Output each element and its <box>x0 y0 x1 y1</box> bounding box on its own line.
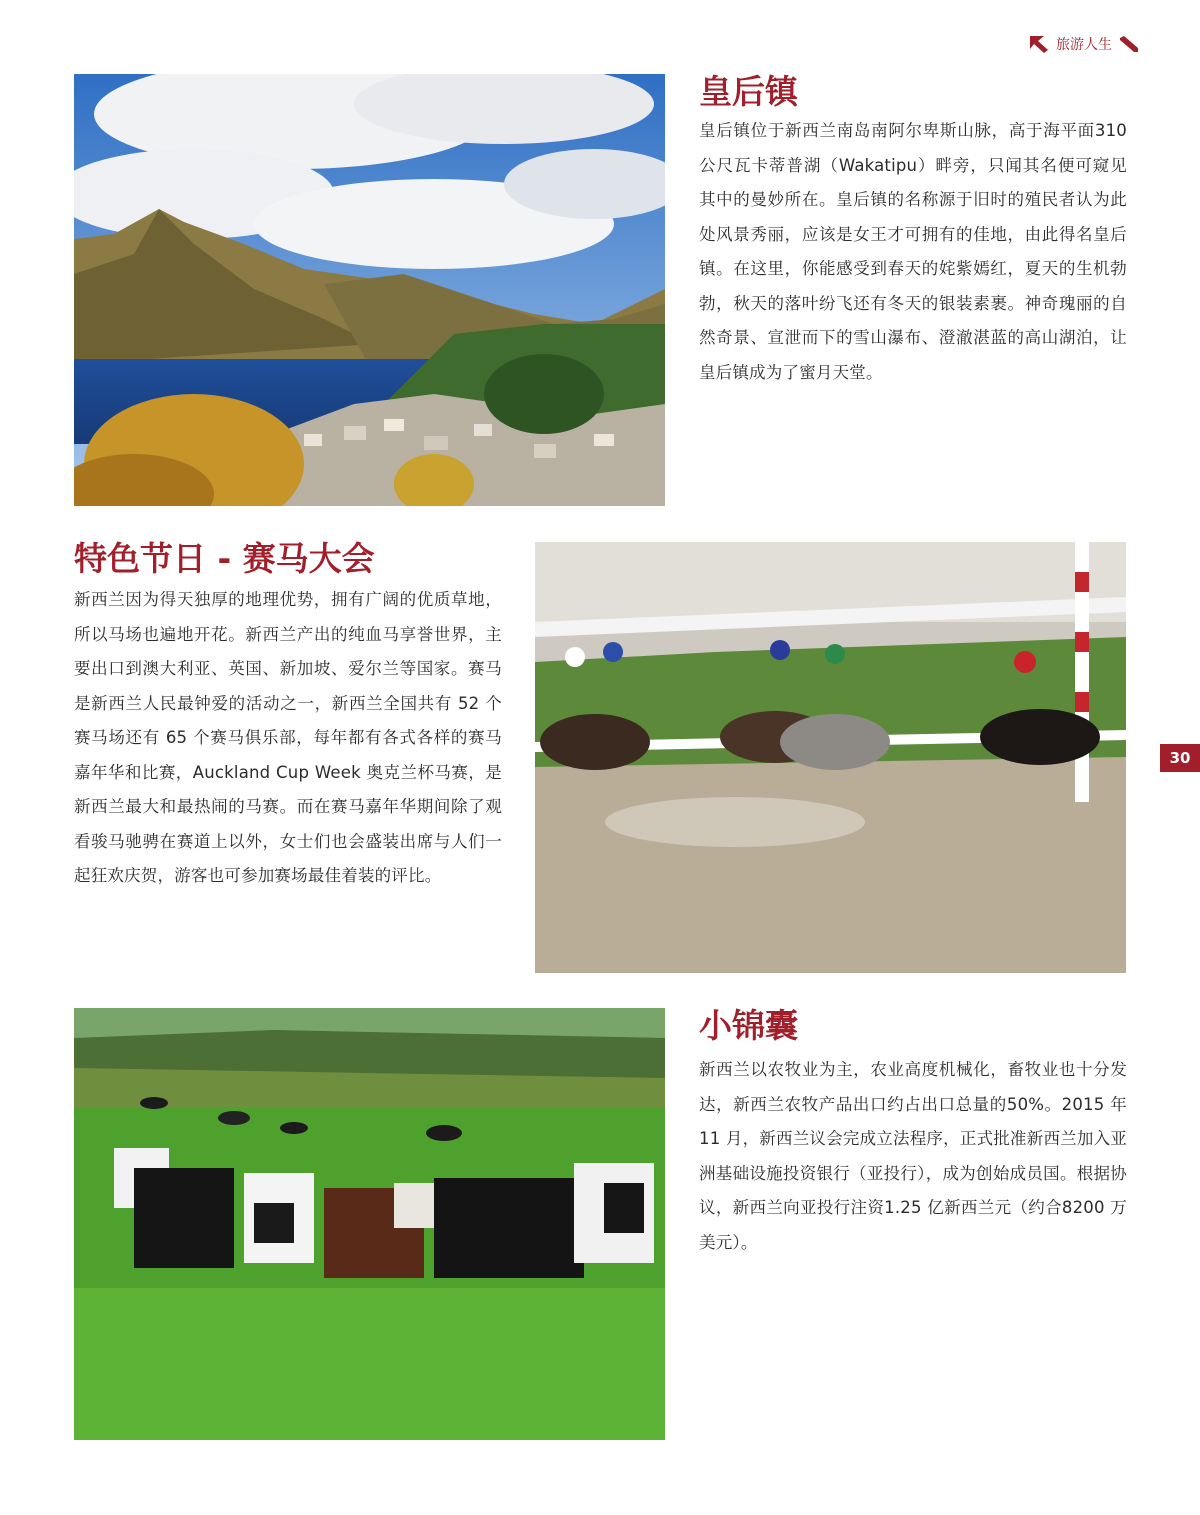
arrow-right-icon <box>1118 34 1140 54</box>
racing-body: 新西兰因为得天独厚的地理优势，拥有广阔的优质草地，所以马场也遍地开花。新西兰产出的纯血马享誉世界，主要出口到澳大利亚、英国、新加坡、爱尔兰等国家。赛马是新西兰人民最钟爱的活动之一，新西兰全国共有 52 个赛马场还有 65 个赛马俱乐部，每年都有各式各样的赛马嘉年华和比赛，Auckland Cup Week 奥克兰杯马赛，是新西兰最大和最热闹的马赛。而在赛马嘉年华期间除了观看骏马驰骋在赛道上以外，女士们也会盛装出席与人们一起狂欢庆贺，游客也可参加赛场最佳着装的评比。 <box>74 590 502 885</box>
section-tag-text: 旅游人生 <box>1056 37 1112 53</box>
queenstown-body: 皇后镇位于新西兰南岛南阿尔卑斯山脉，高于海平面310 公尺瓦卡蒂普湖（Wakatipu）畔旁，只闻其名便可窥见其中的曼妙所在。皇后镇的名称源于旧时的殖民者认为此处风景秀丽，应该是女王才可拥有的佳地，由此得名皇后镇。在这里，你能感受到春天的姹紫嫣红，夏天的生机勃勃，秋天的落叶纷飞还有冬天的银装素裹。神奇瑰丽的自然奇景、宣泄而下的雪山瀑布、澄澈湛蓝的高山湖泊，让皇后镇成为了蜜月天堂。 <box>699 121 1127 382</box>
cows-pasture-photo <box>74 1008 665 1440</box>
queenstown-title: 皇后镇 <box>699 72 798 111</box>
tips-title: 小锦囊 <box>699 1006 798 1045</box>
racing-title: 特色节日 - 赛马大会 <box>74 539 375 578</box>
tips-body: 新西兰以农牧业为主，农业高度机械化，畜牧业也十分发达，新西兰农牧产品出口约占出口总量的50%。2015 年11 月，新西兰议会完成立法程序，正式批准新西兰加入亚洲基础设施投资银行（亚投行），成为创始成员国。根据协议，新西兰向亚投行注资1.25 亿新西兰元（约合8200 万美元）。 <box>699 1060 1127 1252</box>
page-number: 30 <box>1160 744 1200 772</box>
header-tag <box>1028 32 1148 56</box>
queenstown-photo <box>74 74 665 506</box>
horse-racing-photo <box>535 542 1126 973</box>
arrow-left-icon <box>1028 34 1050 54</box>
